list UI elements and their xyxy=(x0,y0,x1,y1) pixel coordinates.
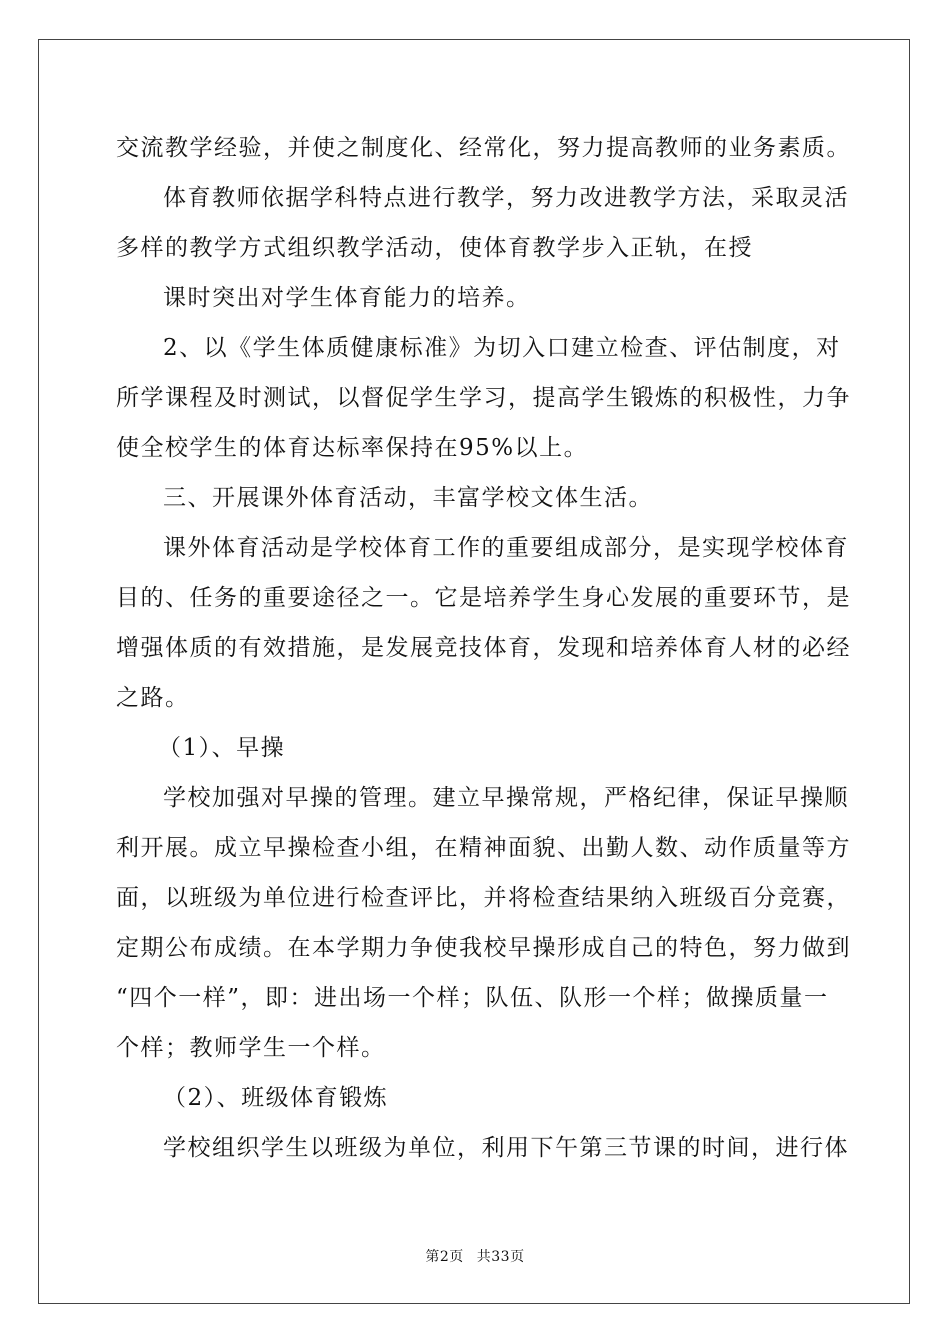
text-line: “四个一样”，即：进出场一个样；队伍、队形一个样；做操质量一 xyxy=(116,985,829,1011)
text-line: 多样的教学方式组织教学活动，使体育教学步入正轨，在授 xyxy=(116,235,753,261)
text-line: 面，以班级为单位进行检查评比，并将检查结果纳入班级百分竞赛， xyxy=(116,885,851,911)
text-line: 课外体育活动是学校体育工作的重要组成部分，是实现学校体育 xyxy=(163,535,849,561)
text-line: 个样；教师学生一个样。 xyxy=(116,1035,386,1061)
page-border xyxy=(38,39,910,1304)
page-footer xyxy=(0,1246,950,1266)
text-line: 所学课程及时测试，以督促学生学习，提高学生锻炼的积极性，力争 xyxy=(116,385,851,411)
text-line: 利开展。成立早操检查小组，在精神面貌、出勤人数、动作质量等方 xyxy=(116,835,851,861)
text-line: 交流教学经验，并使之制度化、经常化，努力提高教师的业务素质。 xyxy=(116,135,851,161)
text-line: 增强体质的有效措施，是发展竞技体育，发现和培养体育人材的必经 xyxy=(116,635,851,661)
subsection-heading: （1）、早操 xyxy=(158,735,286,761)
subsection-heading: （2）、班级体育锻炼 xyxy=(163,1085,389,1111)
text-line: 2、以《学生体质健康标准》为切入口建立检查、评估制度，对 xyxy=(163,335,841,361)
text-line: 定期公布成绩。在本学期力争使我校早操形成自己的特色，努力做到 xyxy=(116,935,851,961)
page-total: 共33页 xyxy=(476,1249,525,1265)
text-line: 学校加强对早操的管理。建立早操常规，严格纪律，保证早操顺 xyxy=(163,785,849,811)
text-line: 学校组织学生以班级为单位，利用下午第三节课的时间，进行体 xyxy=(163,1135,849,1161)
text-line: 目的、任务的重要途径之一。它是培养学生身心发展的重要环节，是 xyxy=(116,585,851,611)
page-number: 第2页 xyxy=(425,1249,464,1265)
text-line: 使全校学生的体育达标率保持在95%以上。 xyxy=(116,435,589,461)
text-line: 体育教师依据学科特点进行教学，努力改进教学方法，采取灵活 xyxy=(163,185,849,211)
section-heading: 三、开展课外体育活动，丰富学校文体生活。 xyxy=(163,485,653,511)
text-line: 课时突出对学生体育能力的培养。 xyxy=(163,285,531,311)
text-line: 之路。 xyxy=(116,685,190,711)
